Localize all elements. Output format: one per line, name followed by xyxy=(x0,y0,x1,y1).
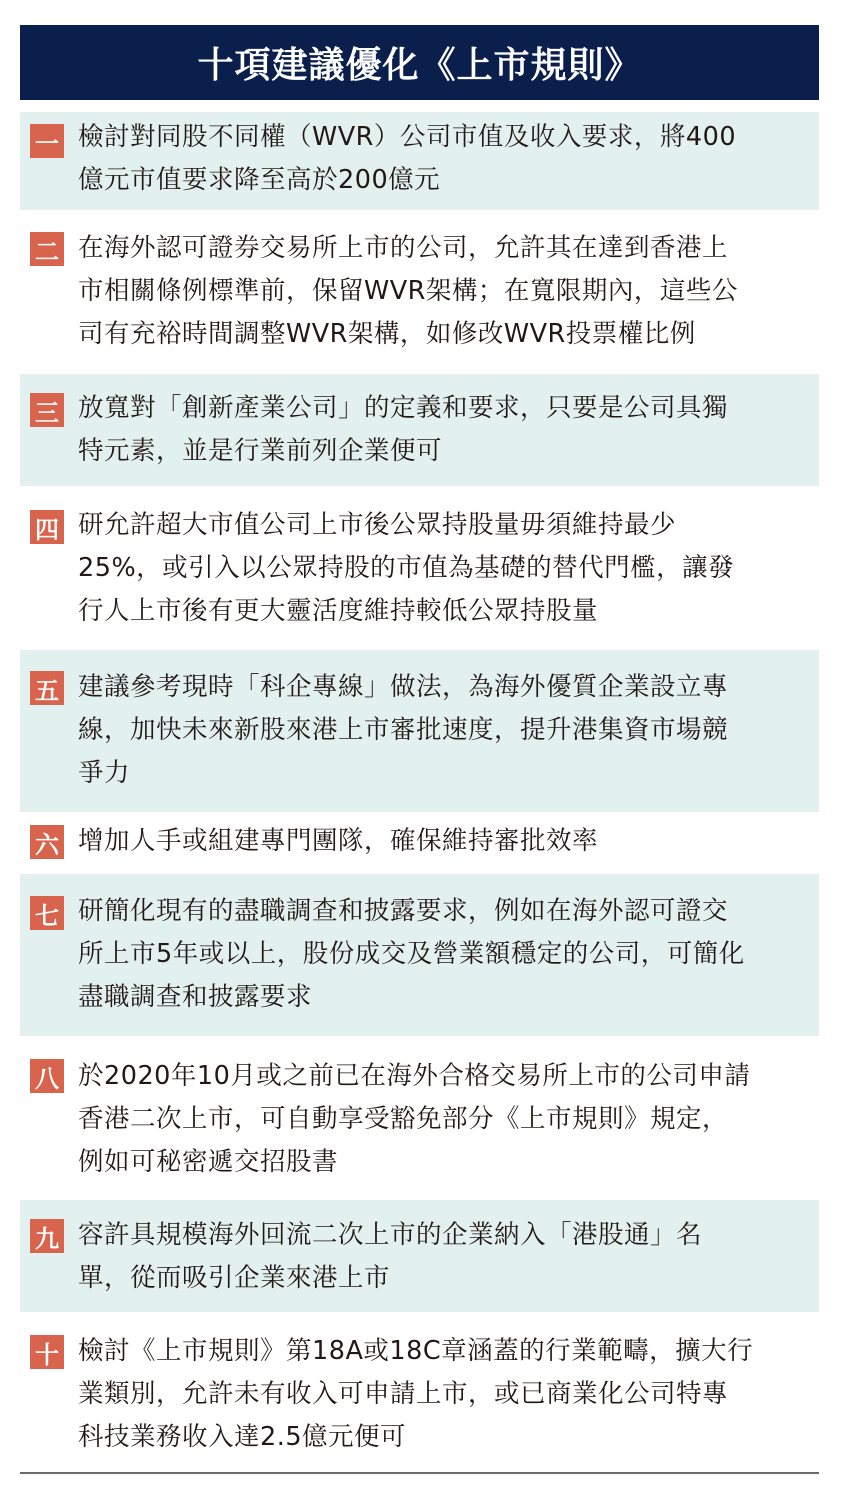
item-text-line: 單，從而吸引企業來港上市 xyxy=(78,1263,391,1293)
list-item xyxy=(20,1046,819,1194)
item-text-line: 在海外認可證券交易所上市的公司，允許其在達到香港上 xyxy=(78,233,729,263)
item-text xyxy=(78,387,809,473)
item-text-line: 25%，或引入以公眾持股的市值為基礎的替代門檻，讓發 xyxy=(78,553,735,583)
item-text xyxy=(78,227,809,356)
item-text-line: 所上市5年或以上，股份成交及營業額穩定的公司，可簡化 xyxy=(78,939,745,969)
item-text-line: 於2020年10月或之前已在海外合格交易所上市的公司申請 xyxy=(78,1061,751,1091)
item-text-line: 特元素，並是行業前列企業便可 xyxy=(78,436,443,466)
item-text-line: 司有充裕時間調整WVR架構，如修改WVR投票權比例 xyxy=(78,319,696,349)
item-number-badge: 一 xyxy=(30,124,64,158)
item-number-badge: 五 xyxy=(30,671,64,705)
list-item xyxy=(20,374,819,486)
list-item xyxy=(20,222,819,362)
item-number-badge: 六 xyxy=(30,825,64,859)
item-text xyxy=(78,116,809,202)
item-text-line: 市相關條例標準前，保留WVR架構；在寬限期內，這些公 xyxy=(78,276,738,306)
list-item xyxy=(20,650,819,812)
item-text-line: 例如可秘密遞交招股書 xyxy=(78,1147,339,1177)
item-number-badge: 三 xyxy=(30,393,64,427)
item-text-line: 檢討《上市規則》第18A或18C章涵蓋的行業範疇，擴大行 xyxy=(78,1336,754,1366)
item-text-line: 放寬對「創新產業公司」的定義和要求，只要是公司具獨 xyxy=(78,393,729,423)
item-number-badge: 八 xyxy=(30,1059,64,1093)
item-text xyxy=(78,1055,809,1184)
item-text-line: 業類別，允許未有收入可申請上市，或已商業化公司特專 xyxy=(78,1379,729,1409)
item-text-line: 增加人手或組建專門團隊，確保維持審批效率 xyxy=(78,826,599,856)
page-title: 十項建議優化《上市規則》 xyxy=(20,25,819,100)
list-item xyxy=(20,1200,819,1312)
item-text-line: 研允許超大市值公司上市後公眾持股量毋須維持最少 xyxy=(78,510,677,540)
item-text xyxy=(78,504,809,633)
item-text xyxy=(78,820,809,863)
item-text xyxy=(78,666,809,795)
item-text-line: 研簡化現有的盡職調查和披露要求，例如在海外認可證交 xyxy=(78,896,729,926)
item-text-line: 行人上市後有更大靈活度維持較低公眾持股量 xyxy=(78,596,599,626)
item-text-line: 科技業務收入達2.5億元便可 xyxy=(78,1422,407,1452)
item-text-line: 億元市值要求降至高於200億元 xyxy=(78,165,441,195)
bottom-divider xyxy=(20,1472,819,1474)
item-text-line: 香港二次上市，可自動享受豁免部分《上市規則》規定， xyxy=(78,1104,729,1134)
item-number-badge: 二 xyxy=(30,232,64,266)
item-text xyxy=(78,1214,809,1300)
list-item xyxy=(20,874,819,1036)
list-item xyxy=(20,820,819,866)
item-text-line: 爭力 xyxy=(78,758,131,788)
list-item xyxy=(20,1324,819,1468)
list-item xyxy=(20,112,819,210)
item-text xyxy=(78,1330,809,1459)
item-text xyxy=(78,890,809,1019)
item-text-line: 容許具規模海外回流二次上市的企業納入「港股通」名 xyxy=(78,1220,703,1250)
item-number-badge: 十 xyxy=(30,1335,64,1369)
item-text-line: 盡職調查和披露要求 xyxy=(78,982,313,1012)
item-text-line: 線，加快未來新股來港上市審批速度，提升港集資市場競 xyxy=(78,715,729,745)
item-number-badge: 四 xyxy=(30,510,64,544)
list-item xyxy=(20,496,819,646)
item-text-line: 檢討對同股不同權（WVR）公司市值及收入要求，將400 xyxy=(78,122,737,152)
item-text-line: 建議參考現時「科企專線」做法，為海外優質企業設立專 xyxy=(78,672,729,702)
item-number-badge: 七 xyxy=(30,896,64,930)
item-number-badge: 九 xyxy=(30,1219,64,1253)
